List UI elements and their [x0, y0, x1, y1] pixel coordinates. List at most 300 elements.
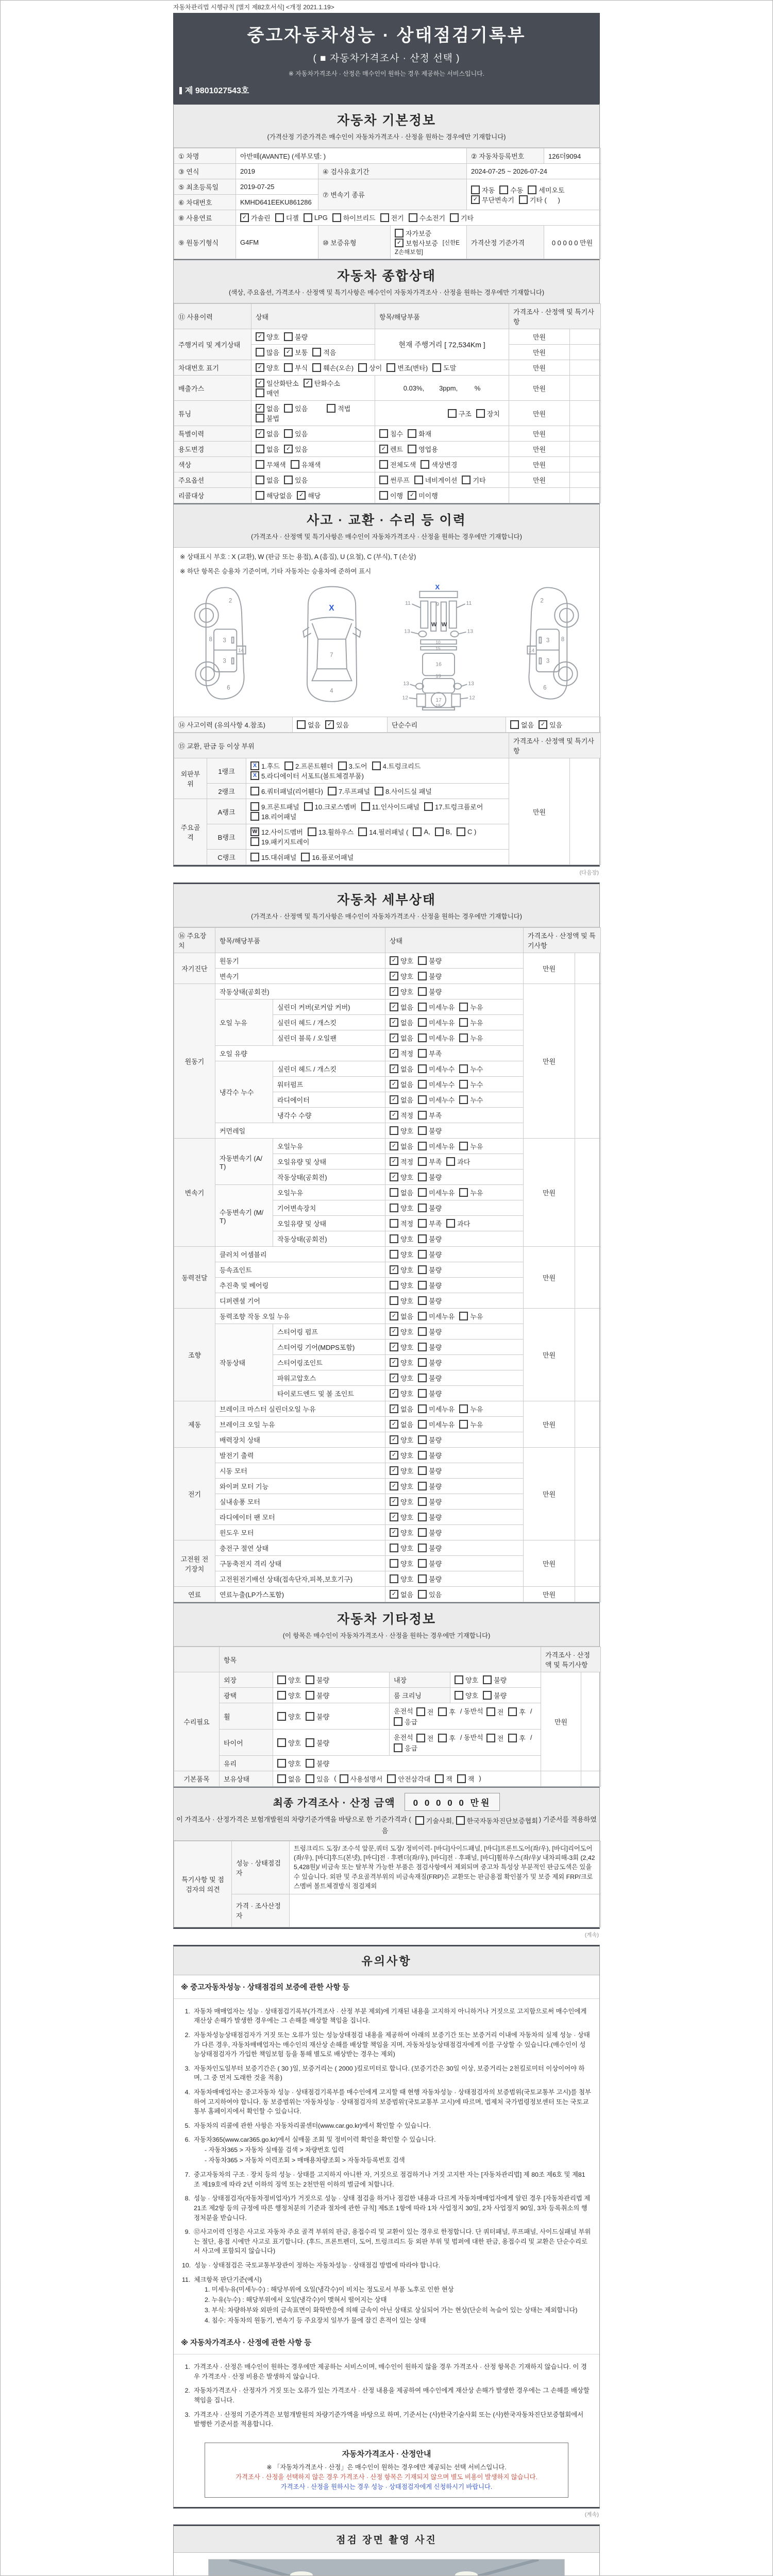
item-label: 배력장치 상태	[215, 1432, 385, 1448]
overall-state-header	[174, 259, 599, 303]
checkbox-item	[418, 1388, 442, 1398]
notice-item: 5. 자동차의 리콜에 관한 사항은 자동차리콜센터(www.car.go.kr)에서 확인할 수 있습니다.	[184, 2122, 431, 2129]
doc-number-bar-icon	[179, 87, 182, 94]
checkbox-item	[459, 1018, 483, 1027]
checkbox-item	[390, 1280, 413, 1290]
status-checkboxes	[385, 984, 524, 999]
report-title: 중고자동차성능 · 상태점검기록부	[247, 26, 526, 45]
notice-item: 7. 중고자동차의 구조 · 장치 등의 성능 · 상태를 고지하지 아니한 자, 거짓으로 점검하거나 거짓 고지한 자는 [자동차관리법] 제 80조 제6호 및 제81조 제19호에 따라 2년 이하의 징역 또는 2천만원 이하의 벌금에 처합니다.	[184, 2171, 585, 2188]
detail-row	[174, 1448, 601, 1463]
checkbox-item	[408, 429, 431, 438]
column-header: 항목	[220, 1647, 541, 1672]
checkbox-label: 불량	[429, 1514, 442, 1521]
checkbox-label: 없음	[521, 721, 534, 729]
checkbox-label: 불량	[429, 1127, 442, 1135]
table-row	[174, 401, 601, 426]
status-checkboxes	[385, 1231, 524, 1247]
status-checkboxes	[385, 1061, 524, 1077]
report-note: ※ 자동차가격조사 · 산정은 매수인이 원하는 경우 제공하는 서비스입니다.	[288, 70, 485, 77]
checkbox-label: 16.플로어패널	[312, 854, 354, 861]
checkbox-item	[390, 1373, 413, 1383]
checkbox	[418, 1080, 427, 1089]
checkbox-item	[414, 475, 458, 485]
info-box-line-blue: 가격조사 · 산정을 원하시는 경우 성능 · 상태점검자에게 신청하시기 바랍니다.	[280, 2483, 493, 2490]
status-checkboxes	[385, 1556, 524, 1571]
checkbox-group	[375, 457, 509, 472]
notice-subitem: - 자동차365 > 자동차 이력조회 > 매매용차량조회 > 자동차등록번호 검색	[205, 2157, 405, 2164]
checkbox-label: 적정	[400, 1158, 414, 1166]
checkbox-item	[418, 956, 442, 965]
row-label: 유리	[220, 1756, 273, 1771]
item-label: 워터펌프	[273, 1077, 385, 1092]
checkbox-item	[450, 213, 474, 223]
checkbox-item	[418, 1435, 442, 1445]
item-label: 실린더 헤드 / 개스킷	[273, 1061, 385, 1077]
checkbox: ✓	[390, 956, 398, 965]
table-row	[174, 426, 601, 442]
checkbox	[390, 1281, 398, 1290]
checkbox-label: 누유	[470, 1313, 483, 1320]
checkbox: ✓	[390, 1451, 398, 1460]
checkbox-item	[390, 956, 413, 965]
detail-row	[174, 1401, 601, 1417]
checkbox	[390, 1126, 398, 1135]
notice-item: 2. 자동차가격조사 · 산정자가 거짓 또는 오류가 있는 가격조사 · 산정 내용을 제공하여 매수인에게 재산상 손해가 발생한 경우에는 그 손해를 배상할 책임을 집니다.	[184, 2387, 590, 2404]
checkbox-label: 9.프론트패널	[261, 803, 299, 811]
checkbox-label: 안전삼각대	[398, 1775, 431, 1784]
checkbox-item	[277, 1711, 301, 1721]
checkbox-item	[418, 1249, 442, 1259]
item-label: 연료누출(LP가스포함)	[215, 1587, 385, 1602]
notice-item: 11. 체크항목 판단기준(예시)	[182, 2276, 262, 2283]
checkbox: X	[250, 771, 259, 780]
checkbox-item	[418, 1095, 455, 1105]
checkbox	[418, 1358, 427, 1367]
section-title: 자동차 종합상태	[337, 269, 436, 283]
checkbox-label: 불량	[429, 957, 442, 965]
device-group-label: 전기	[174, 1448, 215, 1540]
checkbox: ✓	[390, 1265, 398, 1274]
checkbox-item	[390, 1188, 413, 1197]
checkbox-item	[332, 213, 376, 223]
checkbox-item	[418, 1512, 442, 1522]
checkbox-label: 있음	[429, 1591, 442, 1599]
notice-item: 3. 자동차인도일부터 보증기간은 ( 30 )일, 보증거리는 ( 2000 )킬로미터로 합니다. (보증기간은 30일 이상, 보증거리는 2천킬로미터 이상이어야 하며, 그 중 먼저 도래한 것을 적용)	[184, 2064, 585, 2082]
checkbox-item	[291, 460, 321, 469]
checkbox-item	[418, 1002, 455, 1012]
checkbox: ✓	[256, 363, 264, 372]
checkbox-item	[250, 837, 309, 846]
checkbox-label: 불량	[316, 1739, 330, 1747]
checkbox: ✓	[390, 1528, 398, 1537]
checkbox-label: 양호	[400, 1344, 414, 1351]
checkbox-item	[459, 1079, 483, 1089]
rank-label: 2랭크	[207, 784, 246, 799]
checkbox-label: 양호	[400, 1266, 414, 1274]
status-checkboxes	[385, 1046, 524, 1061]
table-row	[174, 1730, 601, 1756]
checkbox-item	[297, 720, 321, 730]
exchange-mark-front: X	[435, 583, 440, 591]
checkbox	[418, 972, 427, 980]
table-row	[174, 148, 601, 164]
inline-text: / 동반석	[460, 1734, 483, 1742]
checkbox	[459, 1312, 468, 1320]
checkbox	[510, 720, 519, 729]
status-checkboxes	[385, 1417, 524, 1432]
notice-item: 1. 자동차 매매업자는 성능 · 상태점검기록부(가격조사 · 산정 부분 제외)에 기재된 내용을 고지하지 아니하거나 거짓으로 고지함으로써 매수인에게 재산상 손해가 발생한 경우에는 그 손해를 배상할 책임을 집니다.	[184, 2007, 587, 2025]
checkbox-label: 양호	[400, 1529, 414, 1537]
checkbox-item	[459, 1404, 483, 1414]
device-group-label: 제동	[174, 1401, 215, 1448]
item-label: 실린더 헤드 / 개스킷	[273, 1015, 385, 1030]
checkbox-group	[251, 442, 375, 457]
field-label: ⑧ 사용연료	[174, 210, 236, 226]
checkbox-label: 불량	[429, 1235, 442, 1243]
rank-label: C랭크	[207, 850, 246, 865]
row-label: 용도변경	[174, 442, 251, 457]
checkbox-label: 기술사회,	[426, 1817, 454, 1825]
checkbox-label: 불량	[316, 1713, 330, 1721]
checkbox: ✓	[390, 1466, 398, 1475]
svg-text:16: 16	[435, 662, 442, 668]
checkbox	[519, 195, 528, 204]
checkbox-item	[358, 827, 408, 837]
checkbox-label: 18.리어패널	[261, 813, 297, 821]
checkbox-label: 렌트	[390, 446, 404, 453]
checkbox	[418, 1574, 427, 1583]
etc-info-table	[174, 1647, 601, 1787]
checkbox: ✓	[390, 1358, 398, 1367]
notices-part2-list	[174, 2354, 599, 2434]
checkbox-label: 양호	[288, 1692, 301, 1700]
row-label: 룸 크리닝	[390, 1688, 450, 1703]
emission-values: 0.03%, 3ppm, %	[375, 376, 509, 401]
column-header: ⑯ 주요장치	[174, 928, 215, 953]
checkbox-label: 양호	[400, 1560, 414, 1568]
checkbox-label: 적법	[338, 405, 351, 413]
checkbox-item	[277, 1675, 301, 1685]
checkbox	[448, 409, 457, 418]
checkbox-item	[418, 1497, 442, 1506]
checkbox-item	[284, 403, 308, 413]
exchange-mark-hood: X	[329, 603, 334, 613]
checkbox-item	[456, 1816, 538, 1825]
row-label: 주요옵션	[174, 472, 251, 488]
checkbox-label: 상이	[369, 364, 382, 372]
checkbox-label: 있음	[295, 446, 308, 453]
checkbox-label: 과다	[457, 1220, 470, 1228]
checkbox	[438, 1734, 447, 1742]
status-checkboxes	[385, 1540, 524, 1556]
checkbox-group	[251, 329, 375, 345]
checkbox-label: 불량	[316, 1760, 330, 1768]
checkbox-label: 누유	[470, 1019, 483, 1027]
checkbox-label: 적음	[323, 349, 337, 357]
checkbox: ✓	[471, 195, 480, 204]
svg-text:10: 10	[435, 639, 441, 645]
checkbox	[462, 476, 470, 484]
checkbox-item	[418, 1218, 442, 1228]
checkbox-label: 불량	[429, 1266, 442, 1274]
checkbox-label: 세미오토	[539, 186, 565, 194]
checkbox-label: 불량	[429, 1390, 442, 1398]
checkbox	[256, 460, 264, 469]
checkbox	[418, 1204, 427, 1212]
checkbox	[250, 787, 259, 795]
checkbox-item	[284, 332, 308, 342]
field-value: 아반떼(AVANTE) (세부모델: )	[236, 148, 467, 164]
svg-text:7: 7	[330, 652, 333, 659]
svg-text:18: 18	[435, 703, 441, 708]
status-checkboxes	[385, 1092, 524, 1108]
checkbox-item	[418, 1048, 442, 1058]
checkbox-item	[390, 1543, 413, 1553]
table-row	[174, 376, 601, 401]
table-row	[174, 457, 601, 472]
checkbox-label: 없음	[400, 1019, 414, 1027]
checkbox-label: C )	[467, 828, 477, 836]
weld-mark-left: W	[431, 621, 437, 628]
status-checkboxes	[385, 1463, 524, 1479]
checkbox	[394, 1743, 402, 1752]
checkbox-group	[273, 1688, 390, 1703]
item-label: 발전기 출력	[215, 1448, 385, 1463]
checkbox-label: 해당없음	[266, 492, 293, 500]
row-label: 주행거리 및 계기상태	[174, 329, 251, 360]
exchange-panel-table	[174, 733, 601, 865]
notice-item: 8. 성능 · 상태점검자(자동차정비업자)가 거짓으로 성능 · 상태 점검을 하거나 점검한 내용과 다르게 자동차매매업자에게 알린 경우 [자동차관리법 제21조 제2항 등의 규정에 따른 행정처분의 기준과 절차에 관한 규칙] 제5조 1항에 따라 1차 사업정지 30일, 2차 사업정지 90일, 3차 등록취소의 행정처분을 받습니다.	[184, 2195, 591, 2222]
checkbox	[418, 1590, 427, 1599]
checkbox-label: 후	[519, 1708, 526, 1717]
checkbox-item	[250, 771, 364, 781]
checkbox-item	[413, 827, 430, 836]
checkbox-item	[390, 1419, 413, 1429]
status-checkboxes	[385, 1185, 524, 1200]
checkbox	[277, 1712, 286, 1721]
checkbox	[450, 213, 459, 222]
status-checkboxes	[385, 1139, 524, 1154]
field-label: ③ 연식	[174, 164, 236, 179]
checkbox-item	[418, 1110, 442, 1120]
checkbox	[418, 1513, 427, 1521]
checkbox-label: 19.패키지트레이	[261, 838, 310, 846]
checkbox-item	[390, 1110, 413, 1120]
checkbox: ✓	[390, 972, 398, 980]
checkbox: ✓	[390, 1157, 398, 1166]
checkbox	[418, 1482, 427, 1490]
checkbox-label: 양호	[288, 1713, 301, 1721]
notice-item: 1. 가격조사 · 산정은 매수인이 원하는 경우에만 제공하는 서비스이며, 매수인이 원하지 않을 경우 가격조사 · 산정 항목은 기재하지 않습니다. 이 경우 가격조사 · 산정 비용은 발생하지 않습니다.	[184, 2363, 587, 2380]
checkbox: ✓	[390, 1018, 398, 1027]
checkbox-item	[418, 1018, 455, 1027]
table-row	[174, 1771, 601, 1787]
price-cell: 만원	[509, 457, 570, 472]
checkbox	[438, 1707, 447, 1716]
checkbox-label: 없음	[400, 1035, 414, 1042]
checkbox-item	[416, 1733, 434, 1743]
item-label: 라디에이터 팬 모터	[215, 1510, 385, 1525]
checkbox-label: 유채색	[301, 461, 321, 469]
svg-text:11: 11	[466, 601, 472, 607]
checkbox-label: 없음	[400, 1405, 414, 1413]
field-label: ⑦ 변속기 종류	[318, 179, 467, 210]
section-title: 자동차 기타정보	[337, 1612, 436, 1626]
inspector-label: 성능 · 상태점검자	[232, 1841, 290, 1894]
checkbox-item	[390, 1095, 413, 1105]
checkbox-item	[476, 409, 500, 418]
car-side-right-diagram	[499, 582, 592, 710]
checkbox-item	[408, 444, 438, 454]
checkbox	[418, 1435, 427, 1444]
checkbox: ✓	[390, 1327, 398, 1336]
checkbox-label: 보험사보증	[406, 240, 438, 247]
svg-text:12: 12	[469, 695, 475, 701]
checkbox-label: 양호	[400, 1452, 414, 1460]
checkbox-label: 미세누수	[429, 1065, 455, 1073]
checkbox-label: 불량	[429, 973, 442, 980]
checkbox-label: 양호	[266, 333, 280, 341]
price-cell: 만원	[509, 758, 570, 865]
checkbox-label: 미세누수	[429, 1096, 455, 1104]
svg-text:14: 14	[529, 648, 534, 654]
checkbox-label: 누수	[470, 1065, 483, 1073]
notices-part1-list	[174, 1999, 599, 2331]
checkbox-item	[446, 1218, 470, 1228]
status-checkboxes	[385, 1247, 524, 1262]
item-label: 시동 모터	[215, 1463, 385, 1479]
checkbox-item	[499, 185, 523, 195]
inline-text: / 동반석	[460, 1707, 483, 1715]
checkbox	[459, 1188, 468, 1197]
checkbox: ✓	[256, 404, 264, 413]
field-value: 126더9094	[544, 148, 601, 164]
checkbox-label: 없음	[400, 1081, 414, 1089]
checkbox-item	[438, 1707, 456, 1717]
svg-text:13: 13	[468, 681, 474, 687]
status-checkboxes	[385, 1154, 524, 1170]
checkbox-label: 없음	[266, 446, 280, 453]
overall-state-table	[174, 303, 601, 503]
checkbox	[390, 1204, 398, 1212]
checkbox	[418, 1404, 427, 1413]
checkbox-label: LPG	[314, 214, 328, 222]
status-checkboxes	[385, 1370, 524, 1386]
checkbox-label: 미세누유	[429, 1405, 455, 1413]
item-label: 작동상태(공회전)	[215, 984, 385, 999]
checkbox	[459, 1142, 468, 1150]
rank-label: 1랭크	[207, 758, 246, 784]
checkbox-item	[457, 827, 476, 836]
checkbox	[386, 363, 395, 372]
table-row	[174, 360, 601, 376]
checkbox-item	[424, 802, 483, 811]
svg-text:6: 6	[543, 685, 547, 691]
column-header: 항목/해당부품	[375, 304, 509, 329]
checkbox	[250, 812, 259, 821]
checkbox: ✓	[390, 1420, 398, 1429]
subgroup-label: 오일 누유	[215, 999, 273, 1046]
checkbox-label: 5.라디에이터 서포트(볼트체결부품)	[261, 772, 364, 780]
row-label: 리콜대상	[174, 488, 251, 503]
checkbox-item	[416, 1707, 434, 1717]
checkbox	[483, 1691, 492, 1700]
item-label: 스티어링 기어(MDPS포함)	[273, 1340, 385, 1355]
checkbox-label: 양호	[400, 1282, 414, 1290]
checkbox-label: 후	[519, 1735, 526, 1743]
table-row	[174, 164, 601, 179]
checkbox	[379, 460, 388, 469]
checkbox-label: 부족	[429, 1220, 442, 1228]
inspector-opinion-text: 트렁크리드 도장/ 조수석 앞문,쿼터 도장/ 정비이력- [바디]사이드패널, [바디]프론트도어(좌/우), [바디]리어도어(좌/우), [바디]후드(본넷), [바디]전 · 후펜더(좌/우), [바디]전 · 후패널, [바디]휠하우스(좌/우)/ 내차피해-3회 (2,425,428원)/ 비금속 또는 탈부착 가능한 부품은 점검사항에서 제외되며 중고차 특성상 부분적인 판금도색은 있을 수 있습니다. 외판 및 주요골격부위의 비금속재질(FRP)은 교환또는 판금용접 확인불가 및 보증 제외 FRP/크로스멤버 볼트체결방식 점검제외	[290, 1841, 601, 1894]
checkbox-item	[418, 1528, 442, 1537]
item-label: 실린더 블록 / 오일팬	[273, 1030, 385, 1046]
checkbox-item	[306, 1690, 329, 1700]
column-header: 가격조사 · 산정액 및 특기사항	[509, 733, 601, 758]
checkbox	[456, 1816, 465, 1825]
checkbox-label: 많음	[266, 349, 280, 357]
checkbox-label: 미세누유	[429, 1421, 455, 1429]
checkbox	[418, 1250, 427, 1259]
checkbox-label: 일산화탄소	[266, 380, 299, 387]
checkbox-label: 응급	[405, 1744, 418, 1753]
checkbox-item	[390, 1141, 413, 1151]
checkbox-label: 가솔린	[251, 214, 271, 222]
row-label: 휠	[220, 1703, 273, 1730]
checkbox-label: 누수	[470, 1096, 483, 1104]
table-header-row	[174, 733, 601, 758]
checkbox-item	[418, 1079, 455, 1089]
checkbox-item	[459, 1311, 483, 1321]
checkbox	[340, 1774, 348, 1783]
checkbox-item	[379, 490, 403, 500]
checkbox-item	[277, 1690, 301, 1700]
checkbox-item	[390, 1296, 413, 1306]
checkbox	[390, 1559, 398, 1568]
device-group-label: 원동기	[174, 984, 215, 1139]
checkbox	[459, 1420, 468, 1429]
checkbox-label: 17.트렁크플로어	[434, 803, 483, 811]
checkbox-label: 누유	[470, 1189, 483, 1197]
svg-text:3: 3	[223, 637, 226, 644]
notice-subitem: 2. 누유(누수) : 해당부위에서 오일(냉각수)이 맺혀서 떨어지는 상태	[205, 2296, 387, 2304]
checkbox-item	[435, 1774, 452, 1784]
checkbox-item	[306, 1758, 329, 1768]
checkbox	[418, 1064, 427, 1073]
svg-text:13: 13	[403, 681, 409, 687]
table-row	[174, 758, 601, 784]
checkbox-group	[251, 345, 375, 360]
checkbox-group	[273, 1703, 390, 1730]
checkbox-item	[508, 1733, 526, 1743]
checkbox	[277, 1759, 286, 1768]
checkbox-item	[418, 1311, 455, 1321]
item-label: 작동상태(공회전)	[273, 1170, 385, 1185]
checkbox-label: 양호	[400, 1297, 414, 1305]
checkbox-group	[390, 1730, 541, 1756]
checkbox-item	[256, 460, 286, 469]
checkbox	[432, 363, 441, 372]
table-row	[174, 210, 601, 226]
subgroup-label: 수동변속기 (M/T)	[215, 1185, 273, 1247]
checkbox-item	[418, 1033, 455, 1043]
field-label: ① 차명	[174, 148, 236, 164]
price-cell: 만원	[524, 1448, 575, 1540]
checkbox-item	[306, 1675, 329, 1685]
checkbox-label: 없음	[288, 1775, 301, 1784]
item-label: 디퍼렌셜 기어	[215, 1293, 385, 1309]
checkbox-label: 불량	[429, 1297, 442, 1305]
